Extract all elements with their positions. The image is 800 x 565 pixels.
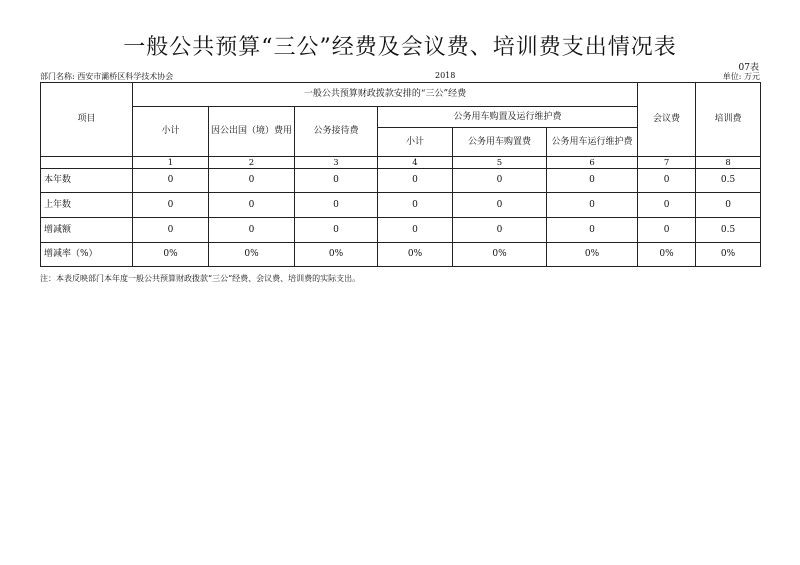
header-abroad: 因公出国（境）费用 [209,107,295,157]
table-cell: 0 [547,193,638,218]
row-label: 增减额 [41,218,133,243]
header-subtotal: 小计 [133,107,209,157]
table-cell: 0% [209,243,295,267]
column-number: 8 [696,157,761,169]
table-cell: 0 [453,169,547,193]
table-cell: 0 [638,169,696,193]
table-cell: 0 [133,218,209,243]
column-number-blank [41,157,133,169]
column-number: 7 [638,157,696,169]
table-cell: 0 [209,169,295,193]
header-vehicle-group: 公务用车购置及运行维护费 [378,107,638,128]
table-cell: 0 [133,169,209,193]
table-cell: 0 [295,193,378,218]
table-cell: 0 [378,193,453,218]
table-cell: 0 [638,193,696,218]
footnote: 注：本表反映部门本年度一般公共预算财政拨款“三公”经费、会议费、培训费的实际支出。 [40,274,361,283]
column-number: 5 [453,157,547,169]
table-cell: 0% [696,243,761,267]
row-label: 增减率（%） [41,243,133,267]
header-meeting: 会议费 [638,83,696,157]
table-row [41,243,761,267]
header-training: 培训费 [696,83,761,157]
table-cell: 0 [378,218,453,243]
expense-table [40,82,761,267]
table-cell: 0% [547,243,638,267]
column-number: 2 [209,157,295,169]
row-label: 上年数 [41,193,133,218]
table-cell: 0 [453,218,547,243]
table-cell: 0% [295,243,378,267]
row-label: 本年数 [41,169,133,193]
year-label: 2018 [435,71,456,80]
table-cell: 0 [295,169,378,193]
department-name: 部门名称: 西安市灞桥区科学技术协会 [40,72,174,81]
header-vehicle-operation: 公务用车运行维护费 [547,128,638,157]
column-number: 3 [295,157,378,169]
column-number: 6 [547,157,638,169]
table-cell: 0 [209,218,295,243]
table-cell: 0.5 [696,169,761,193]
table-cell: 0 [696,193,761,218]
table-cell: 0% [638,243,696,267]
table-row [41,218,761,243]
page-title: 一般公共预算“三公”经费及会议费、培训费支出情况表 [123,35,677,60]
table-cell: 0.5 [696,218,761,243]
table-cell: 0 [638,218,696,243]
table-cell: 0 [209,193,295,218]
column-number: 1 [133,157,209,169]
table-cell: 0 [547,218,638,243]
column-number: 4 [378,157,453,169]
table-row [41,193,761,218]
header-sangong-group: 一般公共预算财政拨款安排的“三公”经费 [133,83,638,107]
table-cell: 0 [453,193,547,218]
header-item: 项目 [41,83,133,157]
header-reception: 公务接待费 [295,107,378,157]
table-cell: 0 [295,218,378,243]
table-cell: 0% [378,243,453,267]
table-cell: 0 [547,169,638,193]
column-number-row [41,157,761,169]
table-cell: 0% [453,243,547,267]
table-number: 07表 [738,63,759,73]
table-cell: 0 [133,193,209,218]
table-row [41,169,761,193]
unit-label: 单位: 万元 [722,72,760,81]
table-cell: 0 [378,169,453,193]
header-vehicle-subtotal: 小计 [378,128,453,157]
table-cell: 0% [133,243,209,267]
header-vehicle-purchase: 公务用车购置费 [453,128,547,157]
